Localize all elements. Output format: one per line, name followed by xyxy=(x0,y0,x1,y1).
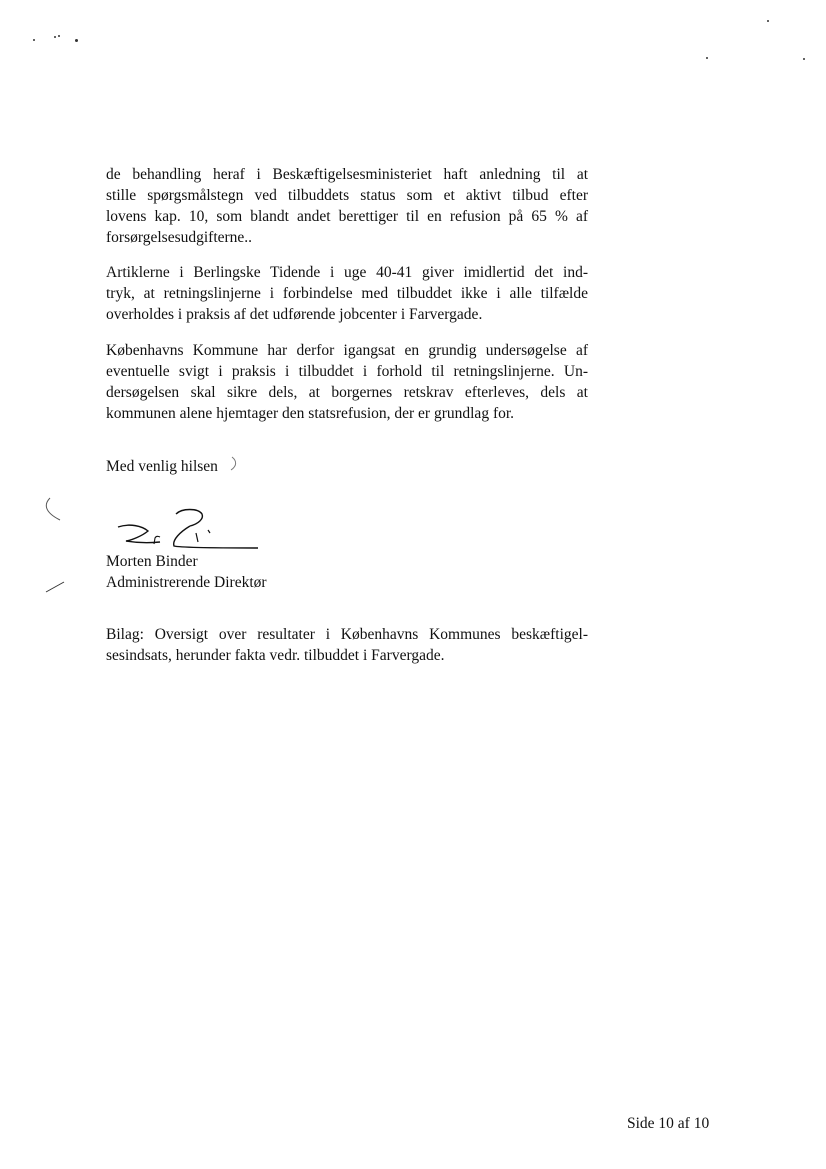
text-line: tryk, at retningslinjerne i forbindelse med tilbuddet ikke i alle tilfælde xyxy=(106,285,588,302)
text-line: Artiklerne i Berlingske Tidende i uge 40-41 giver imidlertid det ind- xyxy=(106,264,588,281)
scan-speck xyxy=(58,35,60,37)
page-number: Side 10 af 10 xyxy=(627,1115,710,1132)
body-paragraph-1 xyxy=(106,164,588,248)
scan-speck xyxy=(33,39,35,41)
signatory-block xyxy=(106,551,588,593)
text-line: de behandling heraf i Beskæftigelsesministeriet haft anledning til at xyxy=(106,166,588,183)
signatory-name: Morten Binder xyxy=(106,553,198,570)
pen-tick-mark xyxy=(228,455,240,473)
closing-greeting xyxy=(106,456,588,477)
text-line: eventuelle svigt i praksis i tilbuddet i forhold til retningslinjerne. Un- xyxy=(106,363,588,380)
signatory-title: Administrerende Direktør xyxy=(106,574,267,591)
text-line: overholdes i praksis af det udførende jobcenter i Farvergade. xyxy=(106,306,483,323)
scan-speck xyxy=(803,58,805,60)
margin-bracket-mark xyxy=(40,496,66,524)
margin-stroke-mark xyxy=(44,580,68,594)
text-line: kommunen alene hjemtager den statsrefusion, der er grundlag for. xyxy=(106,405,515,422)
text-line: Københavns Kommune har derfor igangsat en grundig undersøgelse af xyxy=(106,342,588,359)
closing-text: Med venlig hilsen xyxy=(106,458,218,475)
text-line: sesindsats, herunder fakta vedr. tilbuddet i Farvergade. xyxy=(106,647,445,664)
scan-speck xyxy=(767,20,769,22)
body-paragraph-2 xyxy=(106,262,588,325)
scan-speck xyxy=(54,36,56,38)
scan-speck xyxy=(706,57,708,59)
text-line: forsørgelsesudgifterne.. xyxy=(106,229,253,246)
scan-speck xyxy=(75,39,78,42)
text-line: dersøgelsen skal sikre dels, at borgernes retskrav efterleves, dels at xyxy=(106,384,588,401)
text-line: Bilag: Oversigt over resultater i Københavns Kommunes beskæftigel- xyxy=(106,626,588,643)
text-line: lovens kap. 10, som blandt andet berettiger til en refusion på 65 % af xyxy=(106,208,588,225)
body-paragraph-3 xyxy=(106,340,588,424)
text-line: stille spørgsmålstegn ved tilbuddets status som et aktivt tilbud efter xyxy=(106,187,588,204)
attachment-note xyxy=(106,624,588,666)
